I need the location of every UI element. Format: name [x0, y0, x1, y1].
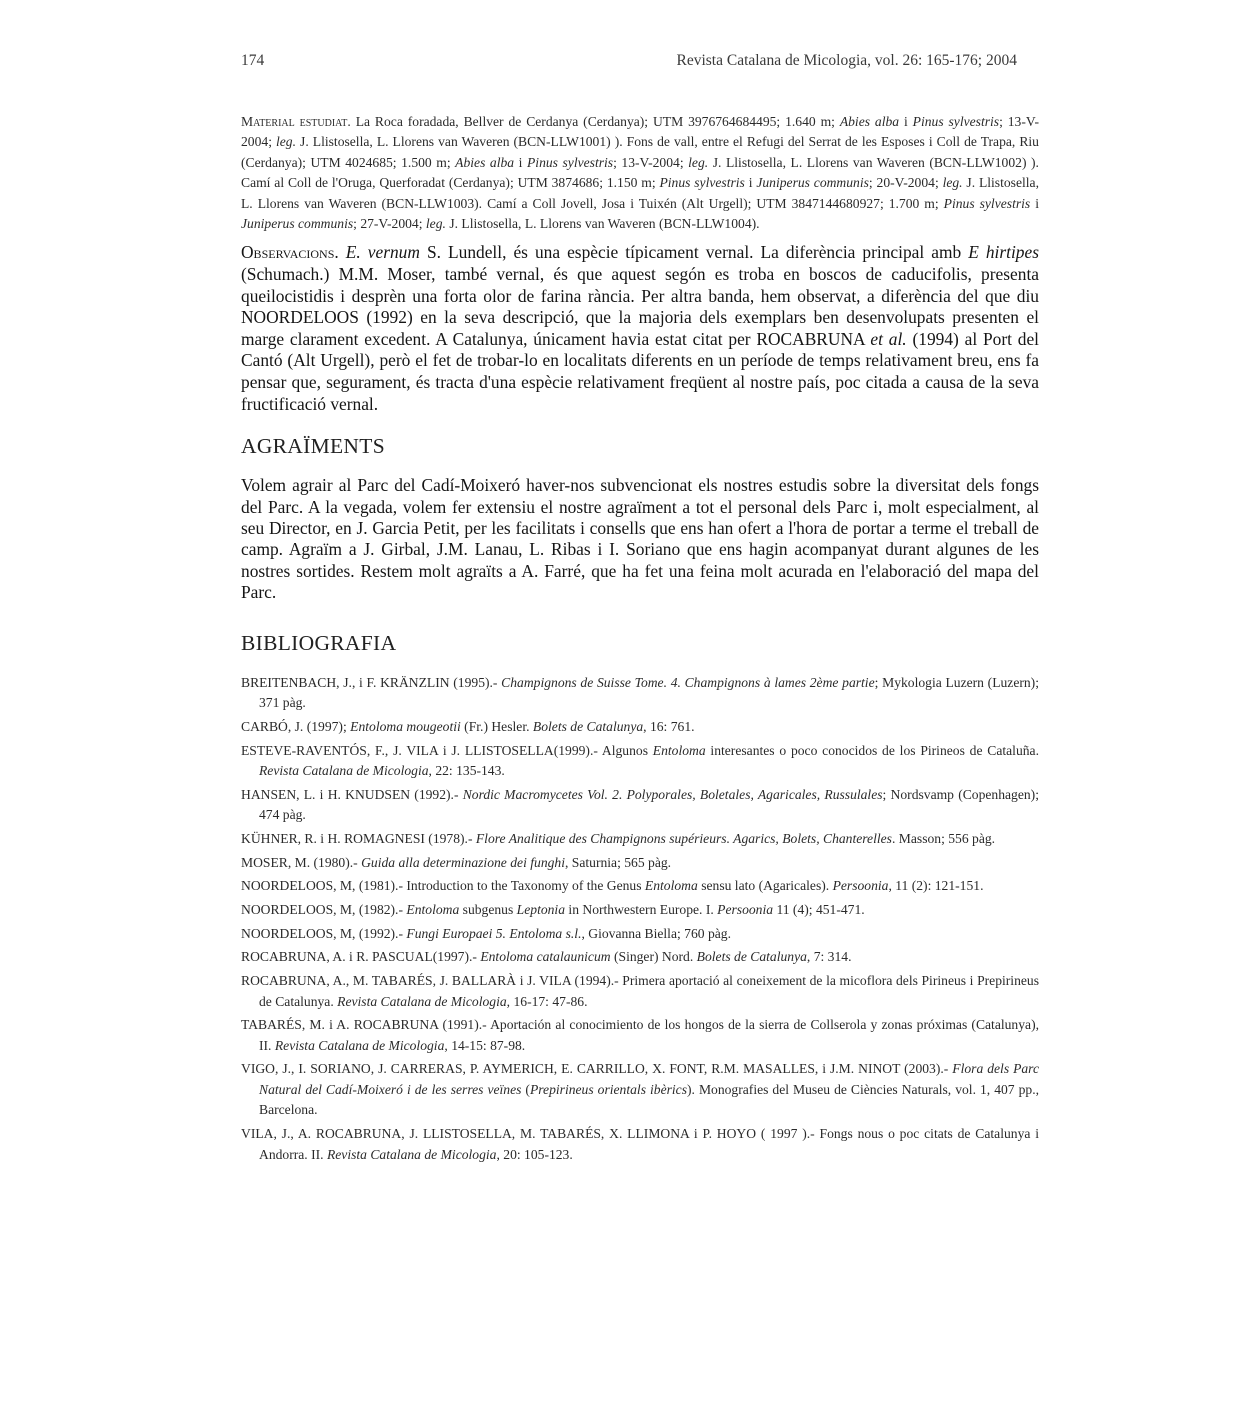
material-studied-paragraph: Material estudiat. La Roca foradada, Bellver de Cerdanya (Cerdanya); UTM 3976764684495; 1.640 m; Abies alba i Pinus sylvestris; 13-V-2004; leg. J. Llistosella, L. Llorens van Waveren (BCN-LLW1001) ). Fons de vall, entre el Refugi del Serrat de les Esposes i Coll de Trapa, Riu (Cerdanya); UTM 4024685; 1.500 m; Abies alba i Pinus sylvestris; 13-V-2004; leg. J. Llistosella, L. Llorens van Waveren (BCN-LLW1002) ). Camí al Coll de l'Oruga, Querforadat (Cerdanya); UTM 3874686; 1.150 m; Pinus sylvestris i Juniperus communis; 20-V-2004; leg. J. Llistosella, L. Llorens van Waveren (BCN-LLW1003). Camí a Coll Jovell, Josa i Tuixén (Alt Urgell); UTM 3847144680927; 1.700 m; Pinus sylvestris i Juniperus communis; 27-V-2004; leg. J. Llistosella, L. Llorens van Waveren (BCN-LLW1004). — [241, 114, 1039, 232]
article-body — [241, 112, 1039, 1168]
acknowledgements-heading: AGRAÏMENTS — [241, 434, 385, 459]
reference-item: KÜHNER, R. i H. ROMAGNESI (1978).- Flore Analitique des Champignons supérieurs. Agarics, Bolets, Chanterelles. Masson; 556 pàg. — [241, 830, 996, 846]
reference-item: NOORDELOOS, M, (1982).- Entoloma subgenus Leptonia in Northwestern Europe. I. Persoonia 11 (4); 451-471. — [241, 901, 865, 917]
running-head: Revista Catalana de Micologia, vol. 26: 165-176; 2004 — [676, 52, 1017, 69]
reference-item: TABARÉS, M. i A. ROCABRUNA (1991).- Aportación al conocimiento de los hongos de la sierra de Collserola y zonas próximas (Catalunya), II. Revista Catalana de Micologia, 14-15: 87-98. — [241, 1017, 1039, 1053]
observations-paragraph: Observacions. E. vernum S. Lundell, és una espècie típicament vernal. La diferència principal amb E hirtipes (Schumach.) M.M. Moser, també vernal, és que aquest segón es troba en boscos de caducifolis, presenta queilocistidis i desprèn una forta olor de farina rància. Per altra banda, hem observat, a diferència del que diu NOORDELOOS (1992) en la seva descripció, que la majoria dels exemplars ben desenvolupats presenten el marge clarament excedent. A Catalunya, únicament havia estat citat per ROCABRUNA et al. (1994) al Port del Cantó (Alt Urgell), però el fet de trobar-lo en localitats diferents en un període de temps relativament breu, ens fa pensar que, segurament, és tracta d'una espècie relativament freqüent al nostre país, poc citada a causa de la seva fructificació vernal. — [241, 242, 1039, 414]
material-label: Material estudiat. — [241, 114, 351, 129]
reference-list — [241, 673, 1039, 1165]
reference-item: ROCABRUNA, A. i R. PASCUAL(1997).- Entoloma catalaunicum (Singer) Nord. Bolets de Catalunya, 7: 314. — [241, 949, 852, 965]
acknowledgements-paragraph: Volem agrair al Parc del Cadí-Moixeró haver-nos subvencionat els nostres estudis sobre la diversitat dels fongs del Parc. A la vegada, volem fer extensiu el nostre agraïment a tot el personal dels Parc i, molt especialment, al seu Director, en J. Garcia Petit, per les facilitats i consells que ens han ofert a l'hora de portar a terme el treball de camp. Agraïm a J. Girbal, J.M. Lanau, L. Ribas i I. Soriano que ens hagin acompanyat durant algunes de les nostres sortides. Restem molt agraïts a A. Farré, que ha fet una feina molt acurada en l'elaboració del mapa del Parc. — [241, 475, 1039, 603]
reference-item: MOSER, M. (1980).- Guida alla determinazione dei funghi, Saturnia; 565 pàg. — [241, 854, 672, 870]
reference-item: ROCABRUNA, A., M. TABARÉS, J. BALLARÀ i J. VILA (1994).- Primera aportació al coneixement de la micoflora dels Pirineus i Prepirineus de Catalunya. Revista Catalana de Micologia, 16-17: 47-86. — [241, 973, 1039, 1009]
reference-item: NOORDELOOS, M, (1992).- Fungi Europaei 5. Entoloma s.l., Giovanna Biella; 760 pàg. — [241, 925, 731, 941]
reference-item: CARBÓ, J. (1997); Entoloma mougeotii (Fr.) Hesler. Bolets de Catalunya, 16: 761. — [241, 718, 695, 734]
reference-item: VIGO, J., I. SORIANO, J. CARRERAS, P. AYMERICH, E. CARRILLO, X. FONT, R.M. MASALLES, i J.M. NINOT (2003).- Flora dels Parc Natural del Cadí-Moixeró i de les serres veïnes (Prepirineus orientals ibèrics). Monografies del Museu de Ciències Naturals, vol. 1, 407 pp., Barcelona. — [241, 1061, 1039, 1118]
observations-label: Observacions. — [241, 242, 339, 263]
reference-item: VILA, J., A. ROCABRUNA, J. LLISTOSELLA, M. TABARÉS, X. LLIMONA i P. HOYO ( 1997 ).- Fongs nous o poc citats de Catalunya i Andorra. II. Revista Catalana de Micologia, 20: 105-123. — [241, 1126, 1039, 1162]
bibliography-heading: BIBLIOGRAFIA — [241, 630, 397, 655]
page-number: 174 — [241, 52, 265, 69]
page-header — [241, 52, 1017, 76]
reference-item: BREITENBACH, J., i F. KRÄNZLIN (1995).- Champignons de Suisse Tome. 4. Champignons à lames 2ème partie; Mykologia Luzern (Luzern); 371 pàg. — [241, 674, 1039, 711]
reference-item: HANSEN, L. i H. KNUDSEN (1992).- Nordic Macromycetes Vol. 2. Polyporales, Boletales, Agaricales, Russulales; Nordsvamp (Copenhagen); 474 pàg. — [241, 786, 1039, 823]
reference-item: ESTEVE-RAVENTÓS, F., J. VILA i J. LLISTOSELLA(1999).- Algunos Entoloma interesantes o poco conocidos de los Pirineos de Cataluña. Revista Catalana de Micologia, 22: 135-143. — [241, 742, 1039, 778]
reference-item: NOORDELOOS, M, (1981).- Introduction to the Taxonomy of the Genus Entoloma sensu lato (Agaricales). Persoonia, 11 (2): 121-151. — [241, 878, 984, 894]
